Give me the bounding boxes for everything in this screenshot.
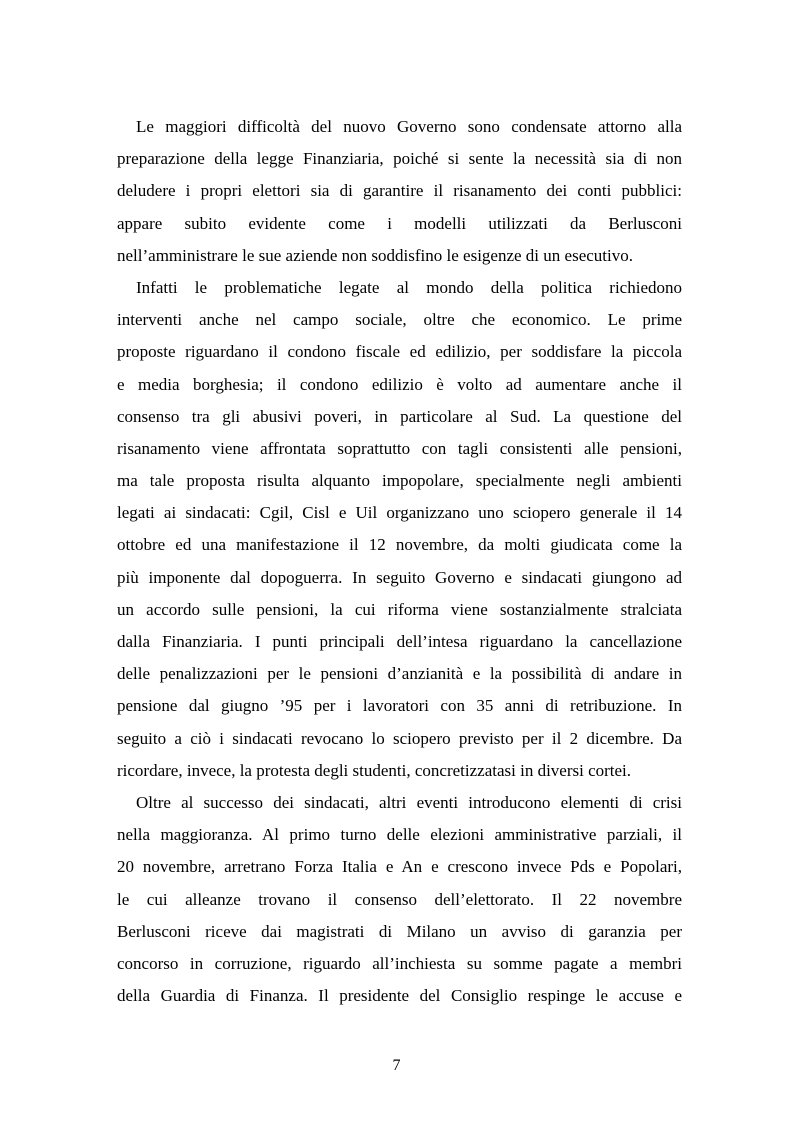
text-line: legati ai sindacati: Cgil, Cisl e Uil organizzano uno sciopero generale il 14 — [117, 503, 682, 523]
document-body — [117, 111, 682, 1012]
text-line: ottobre ed una manifestazione il 12 novembre, da molti giudicata come la — [117, 535, 682, 555]
paragraph-3 — [117, 787, 682, 1012]
text-line: più imponente dal dopoguerra. In seguito Governo e sindacati giungono ad — [117, 567, 682, 587]
text-line: ricordare, invece, la protesta degli studenti, concretizzatasi in diversi cortei. — [117, 760, 632, 780]
text-line: deludere i propri elettori sia di garantire il risanamento dei conti pubblici: — [117, 181, 682, 201]
page-number: 7 — [392, 1057, 401, 1074]
text-line: nell’amministrare le sue aziende non soddisfino le esigenze di un esecutivo. — [117, 245, 633, 265]
text-line: proposte riguardano il condono fiscale ed edilizio, per soddisfare la piccola — [117, 342, 682, 362]
text-line: dalla Finanziaria. I punti principali dell’intesa riguardano la cancellazione — [117, 632, 682, 651]
text-line: nella maggioranza. Al primo turno delle elezioni amministrative parziali, il — [117, 825, 682, 845]
text-line: un accordo sulle pensioni, la cui riforma viene sostanzialmente stralciata — [117, 599, 682, 619]
text-line: delle penalizzazioni per le pensioni d’anzianità e la possibilità di andare in — [117, 664, 682, 684]
text-line: preparazione della legge Finanziaria, poiché si sente la necessità sia di non — [117, 149, 682, 169]
text-line: consenso tra gli abusivi poveri, in particolare al Sud. La questione del — [117, 406, 682, 426]
paragraph-1 — [117, 111, 682, 272]
text-line: le cui alleanze trovano il consenso dell’elettorato. Il 22 novembre — [117, 889, 682, 909]
text-line: Le maggiori difficoltà del nuovo Governo sono condensate attorno alla — [136, 117, 682, 136]
text-line: Oltre al successo dei sindacati, altri eventi introducono elementi di crisi — [136, 792, 682, 812]
text-line: Berlusconi riceve dai magistrati di Milano un avviso di garanzia per — [117, 921, 682, 941]
text-line: interventi anche nel campo sociale, oltre che economico. Le prime — [117, 310, 682, 330]
text-line: pensione dal giugno ’95 per i lavoratori con 35 anni di retribuzione. In — [117, 696, 682, 716]
text-line: della Guardia di Finanza. Il presidente del Consiglio respinge le accuse e — [117, 986, 682, 1006]
text-line: concorso in corruzione, riguardo all’inchiesta su somme pagate a membri — [117, 953, 682, 973]
text-line: ma tale proposta risulta alquanto impopolare, specialmente negli ambienti — [117, 471, 682, 491]
paragraph-2 — [117, 272, 682, 787]
text-line: e media borghesia; il condono edilizio è volto ad aumentare anche il — [117, 374, 682, 394]
text-line: Infatti le problematiche legate al mondo della politica richiedono — [136, 277, 682, 297]
text-line: seguito a ciò i sindacati revocano lo sciopero previsto per il 2 dicembre. Da — [117, 728, 682, 748]
text-line: appare subito evidente come i modelli utilizzati da Berlusconi — [117, 213, 682, 233]
text-line: 20 novembre, arretrano Forza Italia e An e crescono invece Pds e Popolari, — [117, 857, 682, 877]
text-line: risanamento viene affrontata soprattutto con tagli consistenti alle pensioni, — [117, 438, 682, 458]
